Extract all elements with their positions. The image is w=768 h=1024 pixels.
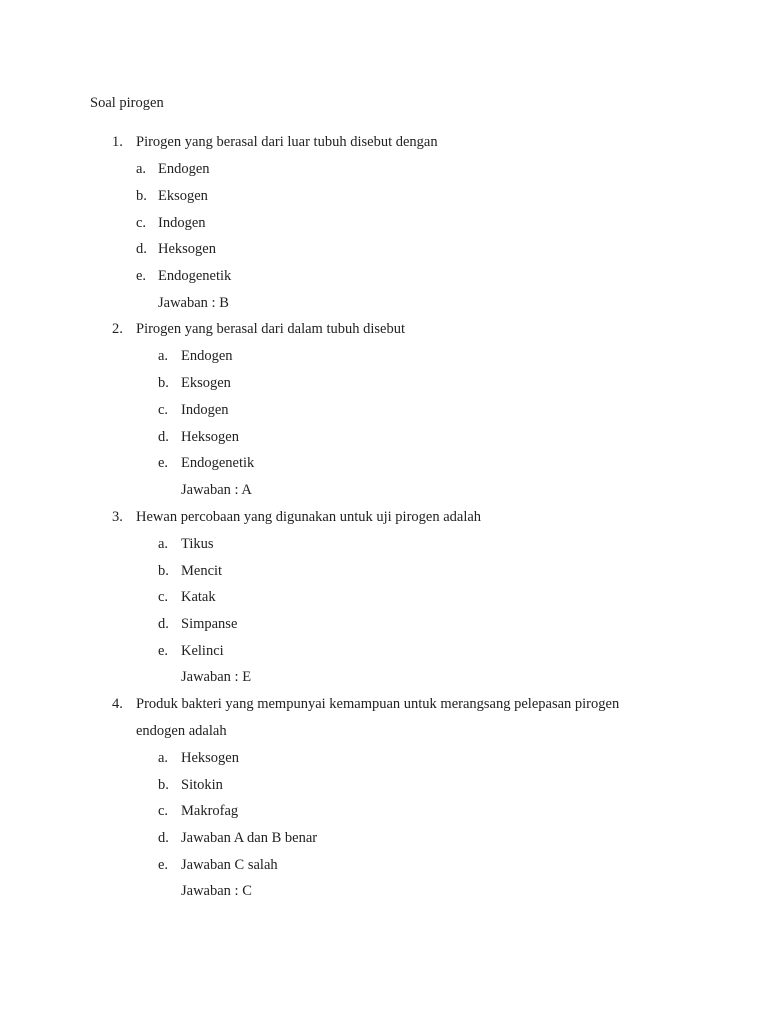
option-letter: a. — [158, 348, 169, 364]
option-text: Simpanse — [181, 616, 238, 632]
option-text: Kelinci — [181, 643, 224, 659]
option-letter: d. — [158, 616, 169, 632]
option-text: Endogenetik — [158, 268, 232, 284]
question-number: 2. — [112, 321, 123, 337]
option-text: Endogenetik — [181, 455, 255, 471]
question-text: Produk bakteri yang mempunyai kemampuan untuk merangsang pelepasan pirogen — [136, 696, 620, 712]
option-letter: b. — [158, 563, 169, 579]
option-letter: b. — [158, 777, 169, 793]
option-letter: d. — [136, 241, 147, 257]
question-text: Pirogen yang berasal dari dalam tubuh disebut — [136, 321, 405, 337]
option-text: Makrofag — [181, 803, 239, 819]
option-text: Endogen — [158, 161, 210, 177]
option-text: Tikus — [181, 536, 214, 552]
option-text: Indogen — [181, 402, 229, 418]
option-text: Jawaban A dan B benar — [181, 830, 318, 846]
option-letter: c. — [158, 589, 169, 605]
option-letter: c. — [158, 803, 169, 819]
option-letter: e. — [158, 455, 169, 471]
option-text: Heksogen — [181, 750, 239, 766]
option-letter: d. — [158, 429, 169, 445]
question-number: 1. — [112, 134, 123, 150]
answer-key: Jawaban : E — [181, 669, 252, 685]
option-letter: a. — [136, 161, 147, 177]
question-number: 3. — [112, 509, 123, 525]
option-text: Katak — [181, 589, 216, 605]
option-letter: b. — [158, 375, 169, 391]
answer-key: Jawaban : C — [181, 883, 252, 899]
option-text: Eksogen — [158, 188, 208, 204]
option-text: Mencit — [181, 563, 223, 579]
document-title: Soal pirogen — [90, 95, 164, 111]
question-number: 4. — [112, 696, 123, 712]
answer-key: Jawaban : A — [181, 482, 252, 498]
option-text: Heksogen — [181, 429, 239, 445]
option-letter: a. — [158, 750, 169, 766]
option-text: Endogen — [181, 348, 233, 364]
option-text: Sitokin — [181, 777, 223, 793]
option-letter: c. — [136, 215, 147, 231]
question-text: Pirogen yang berasal dari luar tubuh disebut dengan — [136, 134, 438, 150]
option-letter: d. — [158, 830, 169, 846]
option-text: Heksogen — [158, 241, 216, 257]
option-text: Indogen — [158, 215, 206, 231]
option-letter: b. — [136, 188, 147, 204]
option-letter: e. — [136, 268, 147, 284]
option-text: Eksogen — [181, 375, 231, 391]
option-letter: e. — [158, 643, 169, 659]
question-text: Hewan percobaan yang digunakan untuk uji pirogen adalah — [136, 509, 482, 525]
option-letter: e. — [158, 857, 169, 873]
option-letter: a. — [158, 536, 169, 552]
answer-key: Jawaban : B — [158, 295, 229, 311]
option-text: Jawaban C salah — [181, 857, 278, 873]
question-text-continued: endogen adalah — [136, 723, 227, 739]
option-letter: c. — [158, 402, 169, 418]
